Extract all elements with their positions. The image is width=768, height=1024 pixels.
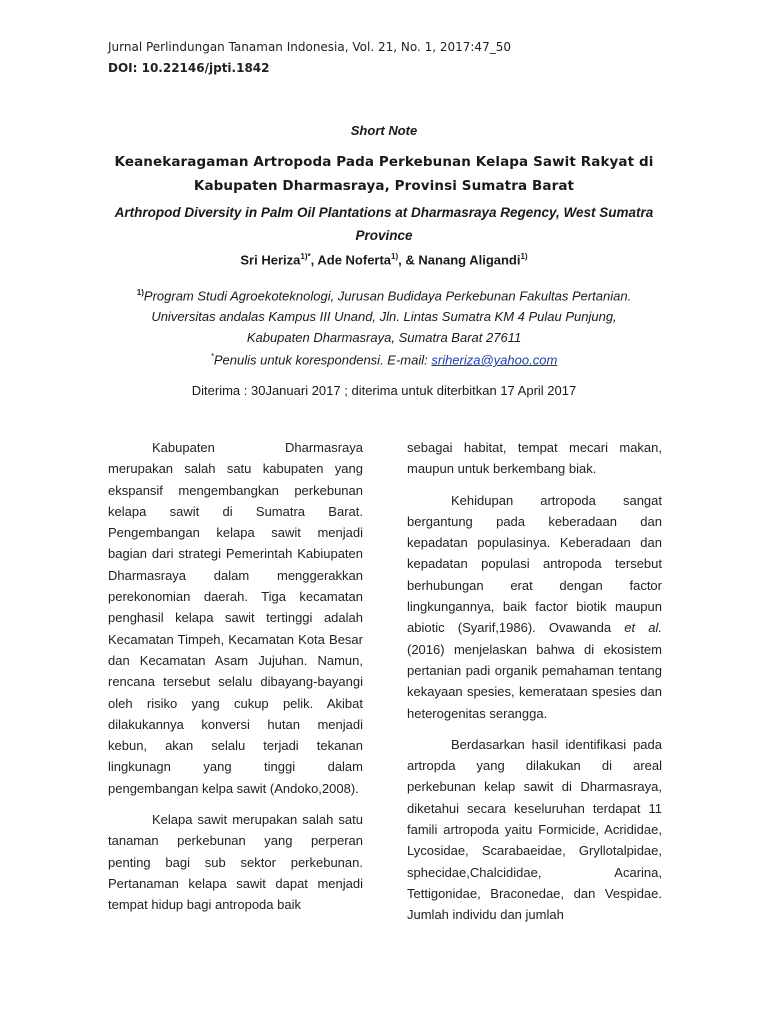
correspondence-text: Penulis untuk korespondensi. E-mail: [213, 352, 432, 368]
body-paragraph: Berdasarkan hasil identifikasi pada artropda yang dilakukan di areal perkebunan kelap sawit di Dharmasraya, diketahui secara keseluruhan terdapat 11 famili artropoda yaitu Formicide, Acrididae, Lycosidae, Scarabaeidae, Gryllotalpidae, sphecidae,Chalcididae, Acarina, Tettigonidae, Braconedae, dan Vespidae. Jumlah individu dan jumlah [407, 736, 662, 923]
body-paragraph: sebagai habitat, tempat mecari makan, maupun untuk berkembang biak. [407, 440, 662, 477]
body-column-right [407, 437, 662, 936]
affiliation-line-1: Program Studi Agroekoteknologi, Jurusan Budidaya Perkebunan Fakultas Pertanian. [143, 288, 632, 304]
body-paragraph: Kelapa sawit merupakan salah satu tanaman perkebunan yang perperan penting bagi sub sektor perkebunan. Pertanaman kelapa sawit dapat menjadi tempat hidup bagi antropoda baik [108, 812, 363, 913]
journal-citation: Jurnal Perlindungan Tanaman Indonesia, Vol. 21, No. 1, 2017:47_50 [108, 40, 511, 54]
affiliation-mark: 1) [136, 288, 144, 297]
body-paragraph [407, 490, 662, 724]
author-name: Ade Noferta [317, 252, 392, 268]
correspondence [100, 352, 668, 367]
author-mark: 1) [520, 252, 528, 261]
author-mark: 1)* [300, 252, 311, 261]
title-indonesian: Keanekaragaman Artropoda Pada Perkebunan Kelapa Sawit Rakyat di Kabupaten Dharmasraya, Provinsi Sumatra Barat [114, 154, 654, 194]
author-mark: 1) [391, 252, 399, 261]
article-type: Short Note [350, 123, 418, 138]
author-separator: , & [398, 252, 419, 268]
author-name: Nanang Aligandi [418, 252, 521, 268]
doi: DOI: 10.22146/jpti.1842 [108, 61, 270, 75]
et-al: et al. [624, 620, 662, 636]
paragraph-text: (2016) menjelaskan bahwa di ekosistem pertanian padi organik pemahaman tentang kekayaan spesies, kemerataan spesies dan heterogenitas serangga. [407, 641, 662, 721]
received-dates: Diterima : 30Januari 2017 ; diterima untuk diterbitkan 17 April 2017 [191, 383, 577, 398]
paragraph-text: Kehidupan artropoda sangat bergantung pada keberadaan dan kepadatan populasinya. Keberadaan dan kepadatan populasi antropoda tersebut berhubungan erat dengan factor lingkungannya, baik factor biotik maupun abiotic (Syarif,1986). Ovawanda [407, 492, 662, 636]
body-paragraph: Kabupaten Dharmasraya merupakan salah satu kabupaten yang ekspansif mengembangkan perkebunan kelapa sawit di Sumatra Barat. Pengembangan kelapa sawit menjadi bagian dari strategi Pemerintah Kabiupaten Dharmasraya dalam menggerakkan perekonomian daerah. Tiga kecamatan penghasil kelapa sawit tertinggi adalah Kecamatan Timpeh, Kecamatan Kota Besar dan Kecamatan Asam Jujuhan. Namun, rencana tersebut selalu dibayang-bayangi oleh risiko yang cukup pelik. Akibat dilakukannya konversi hutan menjadi kebun, akan selalu terjadi tekanan lingkunagn yang tinggi dalam pengembangan kelpa sawit (Andoko,2008). [108, 440, 363, 796]
author-name: Sri Heriza [240, 252, 301, 268]
correspondence-mark: * [210, 352, 214, 361]
affiliation-line-3: Kabupaten Dharmasraya, Sumatra Barat 27611 [246, 330, 522, 346]
author-separator: , [310, 252, 318, 268]
author-list [100, 252, 668, 267]
affiliation-line-2: Universitas andalas Kampus III Unand, Jln. Lintas Sumatra KM 4 Pulau Punjung, [151, 309, 617, 325]
affiliation [100, 282, 668, 348]
email-link[interactable]: sriheriza@yahoo.com [431, 352, 558, 368]
body-column-left [108, 437, 363, 926]
title-english: Arthropod Diversity in Palm Oil Plantations at Dharmasraya Regency, West Sumatra Province [114, 205, 654, 243]
